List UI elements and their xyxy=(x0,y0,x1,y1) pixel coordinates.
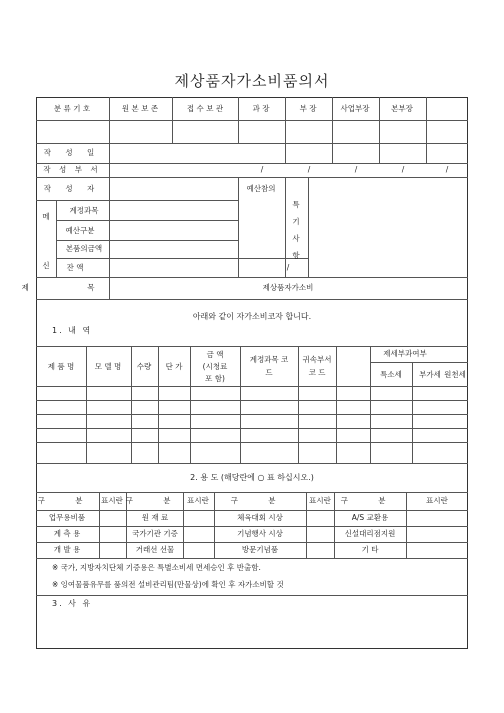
header-business-head: 사업부장 xyxy=(340,104,370,113)
slash-5: / xyxy=(445,165,449,174)
label-created-date: 작 성 일 xyxy=(43,148,101,157)
header-section-chief: 과 장 xyxy=(252,104,270,113)
document-title: 제상품자가소비품의서 xyxy=(174,72,330,90)
col-account-1: 계정과목 코 xyxy=(249,355,289,364)
usage-r2-c3: 기념행사 시상 xyxy=(237,529,283,538)
usage-header-1: 구 분 xyxy=(37,496,97,505)
slash-3: / xyxy=(354,165,358,174)
usage-r1-c3: 체육대회 시상 xyxy=(237,513,283,522)
usage-r1-c1: 업무용비품 xyxy=(48,513,86,522)
memo-slash: / xyxy=(286,263,290,272)
label-created-dept: 작 성 부 서 xyxy=(43,165,101,174)
col-product: 제 품 명 xyxy=(47,362,75,371)
col-amount-3: 포 함) xyxy=(205,374,225,383)
col-account-2: 드 xyxy=(265,368,273,377)
usage-header-8: 표시란 xyxy=(426,496,448,505)
col-tax-withholding: 원천세 xyxy=(444,370,466,379)
header-classification: 분 류 기 호 xyxy=(53,104,91,113)
slash-2: / xyxy=(307,165,311,174)
usage-header-4: 표시란 xyxy=(187,496,209,505)
col-tax-vat: 부가세 xyxy=(419,370,441,379)
usage-r2-c4: 신설대리점지원 xyxy=(344,529,396,538)
header-dept-head: 부 장 xyxy=(299,104,317,113)
col-price: 단 가 xyxy=(165,362,183,371)
header-original-keep: 원 본 보 존 xyxy=(121,104,159,113)
col-amount-2: (시청료 xyxy=(202,362,228,371)
memo-account: 계정과목 xyxy=(69,206,99,215)
label-special-notes: 특 기 사 항 xyxy=(292,200,300,260)
usage-header-2: 표시란 xyxy=(101,496,123,505)
col-model: 모 델 명 xyxy=(94,362,122,371)
slash-1: / xyxy=(260,165,264,174)
usage-r1-c2: 원 재 료 xyxy=(141,513,169,522)
memo-original-amount: 본품의금액 xyxy=(65,244,103,253)
col-dept-2: 코 드 xyxy=(308,368,326,377)
col-amount-1: 금 액 xyxy=(206,350,224,359)
header-division-head: 본부장 xyxy=(391,104,413,113)
usage-r3-c3: 방문기념품 xyxy=(241,545,279,554)
memo-balance: 잔 액 xyxy=(66,263,84,272)
usage-r3-c1: 개 발 용 xyxy=(53,545,81,554)
section-2-title: 2. 용 도 (해당란에 ○ 표 하십시오.) xyxy=(190,473,314,482)
col-qty: 수량 xyxy=(136,362,152,371)
usage-r1-c4: A/S 교환용 xyxy=(351,513,389,522)
usage-r3-c2: 거래선 선물 xyxy=(135,545,175,554)
label-budget-participation: 예산참의 xyxy=(246,184,276,193)
usage-r2-c2: 국가기관 기증 xyxy=(132,529,178,538)
slash-4: / xyxy=(401,165,405,174)
usage-r3-c4: 기 타 xyxy=(361,545,379,554)
note-2: ※ 잉여물품유무를 품의전 설비관리팀(만물상)에 확인 후 자가소비할 것 xyxy=(52,580,284,589)
col-tax-special: 특소세 xyxy=(380,370,402,379)
label-author: 작 성 자 xyxy=(43,184,101,193)
header-receipt-keep: 접 수 보 관 xyxy=(186,104,224,113)
usage-header-7: 구 분 xyxy=(340,496,400,505)
section-3-title: 3. 사 유 xyxy=(52,599,93,608)
col-tax: 제세부과여부 xyxy=(383,349,427,358)
usage-header-6: 표시란 xyxy=(309,496,331,505)
usage-header-3: 구 분 xyxy=(125,496,185,505)
col-dept-1: 귀속부서 xyxy=(302,355,332,364)
memo-budget-type: 예산구분 xyxy=(65,226,95,235)
label-memo-2: 신 xyxy=(42,261,50,270)
label-memo-1: 메 xyxy=(42,212,50,221)
section-1-title: 1. 내 역 xyxy=(52,326,93,335)
note-1: ※ 국가, 지방자치단체 기증용은 특별소비세 면세승인 후 반출함. xyxy=(52,563,261,572)
intro-text: 아래와 같이 자가소비코자 합니다. xyxy=(192,312,312,321)
subject-value: 제상품자가소비 xyxy=(262,283,314,292)
usage-header-5: 구 분 xyxy=(230,496,290,505)
usage-r2-c1: 계 측 용 xyxy=(53,529,81,538)
label-subject: 제 목 xyxy=(21,283,123,292)
